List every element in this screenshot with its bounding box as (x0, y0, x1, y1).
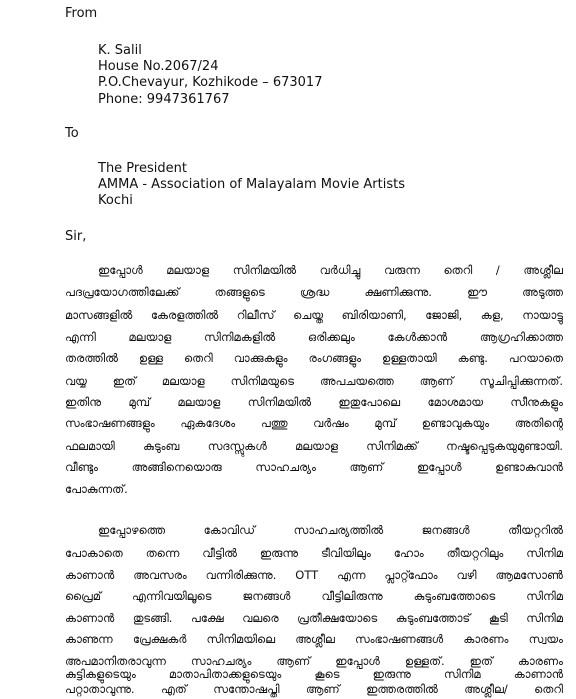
paragraph1-line: ഇതിനു മുമ്പ് മലയാള സിനിമയിൽ ഇതുപോലെ മോശമായ സീനുകളും (65, 395, 563, 409)
to-label: To (65, 126, 79, 141)
sender-post: P.O.Chevayur, Kozhikode – 673017 (98, 75, 323, 90)
paragraph1-line: മാസങ്ങളിൽ കേരളത്തിൽ റിലീസ് ചെയ്ത ബിരിയാണി, ജോജി, കള, നായാട്ടു (65, 308, 563, 322)
paragraph1-line: സംഭാഷണങ്ങളും ഏകദേശം പത്തു വർഷം മുമ്പ് ഉണ്ടാവുകയും അതിന്റെ (65, 416, 563, 430)
paragraph1-line: എന്നി മലയാള സിനിമകളിൽ ഒരിക്കലും കേൾക്കാൻ ആഗ്രഹിക്കാത്ത (65, 330, 563, 344)
recipient-org: AMMA - Association of Malayalam Movie Artists (98, 177, 405, 192)
salutation: Sir, (65, 229, 87, 244)
paragraph2-line: കാണാൻ തുടങ്ങി. പക്ഷേ വലരെ പ്രതീക്ഷയോടെ കുടുംബത്തോട് കൂടി സിനിമ (65, 611, 563, 625)
paragraph1-line: ഇപ്പോൾ മലയാള സിനിമയിൽ വർധിച്ചു വരുന്ന തെറി / അശ്ലീല (98, 263, 563, 277)
paragraph2-line: കാണാൻ അവസരം വന്നിരിക്കുന്നു. OTT എന്ന പ്ലാറ്റ്ഫോം വഴി ആമസോൺ (65, 568, 563, 582)
paragraph2-line: പറ്റാതാവുന്നു. എത് സന്തോഷപ്തി ആണ് ഇത്തരത്തിൽ അശ്ലീല/ തെറി (65, 682, 563, 696)
paragraph1-line: വീണ്ടും അങ്ങിനെയൊരു സാഹചര്യം ആണ് ഇപ്പോൾ ഉണ്ടാകുവാൻ (65, 460, 563, 474)
paragraph1-line: വയ്യ ഇത് മലയാള സിനിമയുടെ അപചയത്തെ ആണ് സൂചിപ്പിക്കുന്നത്. (65, 374, 563, 388)
paragraph1-line: പദപ്രയോഗത്തിലേക്ക് തങ്ങളുടെ ശ്രദ്ധ ക്ഷണിക്കുന്നു. ഈ അടുത്ത (65, 285, 563, 299)
sender-house: House No.2067/24 (98, 59, 219, 74)
paragraph1-line: പോകുന്നത്. (65, 482, 128, 496)
paragraph1-line: ഫലമായി കുടുംബ സദസ്സുകൾ മലയാള സിനിമക്ക് നഷ്ടപ്പെടുകയുമുണ്ടായി. (65, 439, 563, 453)
paragraph2-line: അപമാനിതരാവുന്ന സാഹചര്യം ആണ് ഇപ്പോൾ ഉള്ളത്. ഇത് കാരണം (65, 654, 563, 668)
paragraph2-line: ഇപ്പോഴത്തെ കോവിഡ് സാഹചര്യത്തിൽ ജനങ്ങൾ തീയറ്ററിൽ (98, 523, 563, 537)
paragraph2-line: പ്രൈമ് എന്നിവയിലൂടെ ജനങ്ങൾ വീട്ടിലിരുന്നു കുടുംബത്തോടെ സിനിമ (65, 589, 563, 603)
paragraph2-line: കുട്ടികളുടെയും മാതാപിതാക്കളുടെയും കൂടെ ഇരുന്നു സിനിമ കാണാൻ (65, 667, 563, 681)
sender-phone: Phone: 9947361767 (98, 92, 230, 107)
paragraph2-line: കാണുന്ന പ്രേക്ഷകർ സിനിമയിലെ അശ്ലീല സംഭാഷണങ്ങൾ കാരണം സ്വയം (65, 632, 563, 646)
paragraph2-line: പോകാതെ തന്നെ വീട്ടിൽ ഇരുന്നു ടീവിയിലും ഹോം തീയറ്ററിലും സിനിമ (65, 546, 563, 560)
recipient-place: Kochi (98, 193, 133, 208)
sender-name: K. Salil (98, 43, 142, 58)
recipient-title: The President (98, 161, 187, 176)
from-label: From (65, 6, 98, 21)
paragraph1-line: തരത്തിൽ ഉള്ള തെറി വാക്കുകളും രംഗങ്ങളും ഉള്ളതായി കണ്ടു. പറയാതെ (65, 351, 563, 365)
